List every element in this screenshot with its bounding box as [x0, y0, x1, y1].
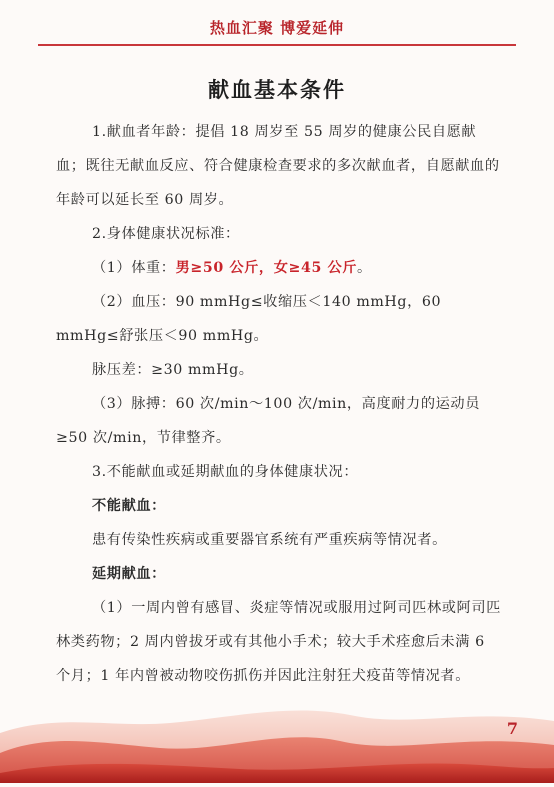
- ineligible-heading: 3.不能献血或延期献血的身体健康状况：: [92, 464, 359, 480]
- weight-values: 男≥50 公斤，女≥45 公斤: [175, 260, 358, 276]
- pulse-requirement: （3）脉搏：60 次/min～100 次/min，高度耐力的运动员≥50 次/min，节律整齐。: [56, 396, 480, 446]
- page-title: 献血基本条件: [208, 78, 346, 102]
- header-divider: [38, 44, 516, 46]
- page-number: 7: [506, 719, 518, 738]
- weight-suffix: 。: [357, 260, 372, 276]
- defer-donation-text: （1）一周内曾有感冒、炎症等情况或服用过阿司匹林或阿司匹林类药物；2 周内曾拔牙或有其他小手术；较大手术痊愈后未满 6 个月；1 年内曾被动物咬伤抓伤并因此注射狂犬疫苗等情况者。: [56, 600, 501, 684]
- document-body: [56, 115, 502, 693]
- health-standard-heading: 2.身体健康状况标准：: [92, 226, 240, 242]
- weight-requirement: [56, 251, 502, 285]
- pulse-pressure-requirement: 脉压差：≥30 mmHg。: [92, 362, 254, 378]
- age-requirement: 1.献血者年龄：提倡 18 周岁至 55 周岁的健康公民自愿献血；既往无献血反应、符合健康检查要求的多次献血者，自愿献血的年龄可以延长至 60 周岁。: [56, 124, 500, 208]
- cannot-donate-text: 患有传染性疾病或重要器官系统有严重疾病等情况者。: [92, 532, 447, 548]
- cannot-donate-heading: 不能献血：: [92, 498, 166, 514]
- page-header: [0, 0, 554, 48]
- footer-landscape: [0, 673, 554, 783]
- defer-donation-heading: 延期献血：: [92, 566, 166, 582]
- blood-pressure-requirement: （2）血压：90 mmHg≤收缩压＜140 mmHg，60 mmHg≤舒张压＜90 mmHg。: [56, 294, 442, 344]
- header-slogan: 热血汇聚 博爱延伸: [209, 19, 345, 37]
- weight-label: （1）体重：: [92, 260, 176, 276]
- mountain-decoration: [0, 673, 554, 783]
